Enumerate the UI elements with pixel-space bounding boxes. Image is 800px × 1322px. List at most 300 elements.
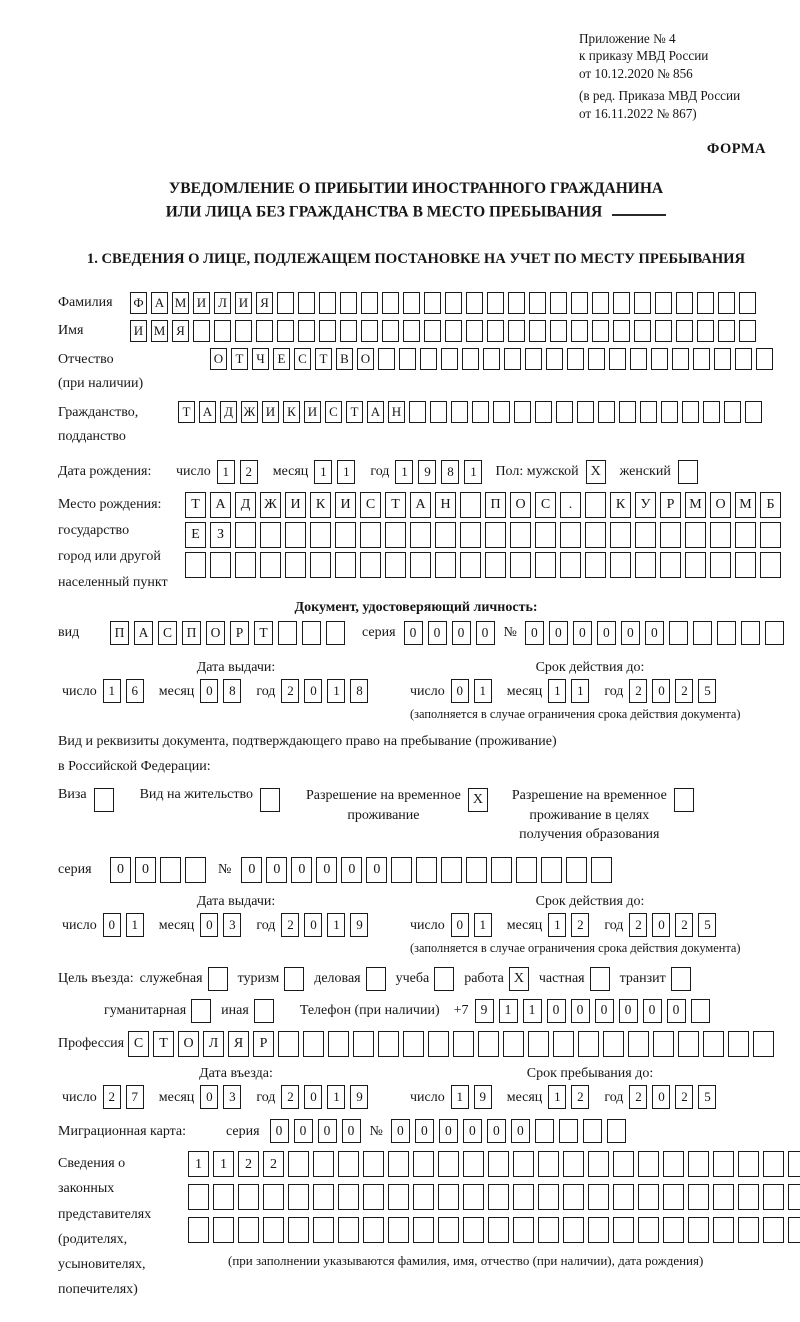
- char-cell: [563, 1151, 584, 1177]
- char-cell: [640, 401, 657, 423]
- char-cell: Ф: [130, 292, 147, 314]
- year-cell: 1: [464, 460, 482, 484]
- month-cell: 1: [337, 460, 355, 484]
- char-cell: [193, 320, 210, 342]
- char-cell: [466, 857, 487, 883]
- char-cell: [550, 320, 567, 342]
- char-cell: Ж: [241, 401, 258, 423]
- char-cell: 0: [667, 999, 686, 1023]
- char-cell: [728, 1031, 749, 1057]
- phone-cells: [475, 999, 715, 1023]
- given-name-cells: [130, 320, 760, 342]
- char-cell: [556, 401, 573, 423]
- char-cell: [603, 1031, 624, 1057]
- char-cell: Т: [385, 492, 406, 518]
- char-cell: [693, 621, 712, 645]
- char-cell: [413, 1151, 434, 1177]
- char-cell: [613, 320, 630, 342]
- char-cell: И: [130, 320, 147, 342]
- char-cell: [487, 320, 504, 342]
- char-cell: 0: [294, 1119, 313, 1143]
- char-cell: А: [199, 401, 216, 423]
- day-cell: 6: [126, 679, 144, 703]
- char-cell: [735, 522, 756, 548]
- representatives-row: [58, 1151, 774, 1302]
- sex-male-label: Пол: мужской: [495, 464, 579, 480]
- char-cell: 0: [619, 999, 638, 1023]
- option-label: гуманитарная: [104, 1003, 187, 1018]
- char-cell: 1: [188, 1151, 209, 1177]
- char-cell: 0: [342, 1119, 361, 1143]
- year-label: год: [604, 917, 624, 933]
- char-cell: 0: [404, 621, 423, 645]
- char-cell: 0: [391, 1119, 410, 1143]
- char-cell: [760, 522, 781, 548]
- temp-residence-checkbox: X: [468, 788, 488, 812]
- char-cell: 1: [523, 999, 542, 1023]
- char-cell: 0: [597, 621, 616, 645]
- char-cell: [409, 401, 426, 423]
- char-cell: [688, 1184, 709, 1210]
- mig-series-label: серия: [226, 1123, 260, 1139]
- char-cell: [185, 552, 206, 578]
- year-label: год: [604, 683, 624, 699]
- char-cell: А: [134, 621, 153, 645]
- identity-doc-row: [58, 621, 774, 645]
- year-cell: 1: [327, 913, 345, 937]
- option-label: служебная: [139, 971, 203, 986]
- char-cell: [363, 1184, 384, 1210]
- char-cell: [638, 1217, 659, 1243]
- representatives-cells-row3: [188, 1217, 800, 1243]
- char-cell: [763, 1217, 784, 1243]
- char-cell: [588, 1217, 609, 1243]
- char-cell: [788, 1184, 800, 1210]
- profession-label: Профессия: [58, 1036, 125, 1051]
- char-cell: [340, 292, 357, 314]
- appendix-block: [579, 30, 774, 122]
- year-cell: 5: [698, 913, 716, 937]
- char-cell: [553, 1031, 574, 1057]
- char-cell: [560, 552, 581, 578]
- char-cell: [388, 1151, 409, 1177]
- char-cell: О: [357, 348, 374, 370]
- month-cell: 0: [200, 679, 218, 703]
- char-cell: 0: [595, 999, 614, 1023]
- char-cell: [663, 1217, 684, 1243]
- option-checkbox: [254, 999, 274, 1023]
- char-cell: [435, 552, 456, 578]
- char-cell: И: [304, 401, 321, 423]
- option-checkbox: [191, 999, 211, 1023]
- mig-series-cells: [270, 1119, 366, 1143]
- year-cell: 0: [652, 1085, 670, 1109]
- char-cell: [538, 1151, 559, 1177]
- appendix-line: от 10.12.2020 № 856: [579, 65, 693, 81]
- day-cell: 0: [103, 913, 121, 937]
- char-cell: [460, 522, 481, 548]
- char-cell: [483, 348, 500, 370]
- char-cell: [438, 1184, 459, 1210]
- day-label: число: [62, 1089, 97, 1105]
- month-label: месяц: [272, 464, 309, 480]
- month-cell: 2: [571, 1085, 589, 1109]
- valid-until-note: (заполняется в случае ограничения срока действия документа): [410, 707, 741, 722]
- char-cell: 0: [135, 857, 156, 883]
- option-label: иная: [221, 1003, 249, 1018]
- purpose-label: Цель въезда:: [58, 971, 134, 986]
- char-cell: [529, 292, 546, 314]
- char-cell: [628, 1031, 649, 1057]
- char-cell: [619, 401, 636, 423]
- char-cell: М: [735, 492, 756, 518]
- char-cell: 9: [475, 999, 494, 1023]
- char-cell: 0: [291, 857, 312, 883]
- char-cell: К: [283, 401, 300, 423]
- char-cell: [441, 857, 462, 883]
- residence-permit-option: [140, 786, 280, 812]
- char-cell: А: [151, 292, 168, 314]
- char-cell: [319, 320, 336, 342]
- year-cell: 8: [441, 460, 459, 484]
- char-cell: [445, 292, 462, 314]
- char-cell: [541, 857, 562, 883]
- permit-issue-date-heading: Дата выдачи:: [196, 893, 276, 909]
- doc-issue-date-heading: Дата выдачи:: [196, 659, 276, 675]
- permit-series-label: серия: [58, 862, 92, 877]
- char-cell: [478, 1031, 499, 1057]
- residence-permit-checkbox: [260, 788, 280, 812]
- citizenship-label: Гражданство, подданство: [58, 404, 139, 445]
- char-cell: [663, 1151, 684, 1177]
- char-cell: [503, 1031, 524, 1057]
- phone-prefix: +7: [453, 1003, 469, 1018]
- char-cell: [634, 320, 651, 342]
- char-cell: [634, 292, 651, 314]
- char-cell: С: [535, 492, 556, 518]
- char-cell: 0: [476, 621, 495, 645]
- char-cell: [678, 1031, 699, 1057]
- char-cell: [588, 348, 605, 370]
- char-cell: А: [367, 401, 384, 423]
- char-cell: [745, 401, 762, 423]
- char-cell: [638, 1151, 659, 1177]
- char-cell: [513, 1217, 534, 1243]
- mig-number-cells: [391, 1119, 631, 1143]
- char-cell: М: [151, 320, 168, 342]
- char-cell: [453, 1031, 474, 1057]
- doc-series-cells: [404, 621, 500, 645]
- patronymic-label: Отчество (при наличии): [58, 351, 144, 392]
- year-cell: 2: [281, 1085, 299, 1109]
- char-cell: [278, 621, 297, 645]
- char-cell: [513, 1184, 534, 1210]
- char-cell: [592, 320, 609, 342]
- month-label: месяц: [158, 917, 195, 933]
- day-label: число: [410, 683, 445, 699]
- option-label: туризм: [237, 971, 280, 986]
- char-cell: А: [410, 492, 431, 518]
- char-cell: [538, 1217, 559, 1243]
- option-checkbox: [284, 967, 304, 991]
- char-cell: [391, 857, 412, 883]
- char-cell: [488, 1151, 509, 1177]
- identity-doc-heading: Документ, удостоверяющий личность:: [294, 600, 538, 616]
- year-label: год: [604, 1089, 624, 1105]
- char-cell: [313, 1151, 334, 1177]
- permit-series-cells: [110, 857, 210, 883]
- char-cell: [739, 292, 756, 314]
- citizenship-row: [58, 401, 774, 450]
- char-cell: [298, 320, 315, 342]
- char-cell: Л: [214, 292, 231, 314]
- char-cell: [693, 348, 710, 370]
- profession-cells: [128, 1031, 778, 1057]
- char-cell: [326, 621, 345, 645]
- char-cell: [588, 1184, 609, 1210]
- char-cell: [714, 348, 731, 370]
- year-cell: 9: [350, 913, 368, 937]
- char-cell: [763, 1151, 784, 1177]
- year-cell: 1: [327, 1085, 345, 1109]
- char-cell: 0: [428, 621, 447, 645]
- char-cell: Т: [231, 348, 248, 370]
- char-cell: [609, 348, 626, 370]
- char-cell: 0: [571, 999, 590, 1023]
- char-cell: [788, 1151, 800, 1177]
- char-cell: [463, 1151, 484, 1177]
- char-cell: 0: [487, 1119, 506, 1143]
- permit-valid-until-cells: [410, 913, 770, 937]
- birth-place-row: [58, 492, 774, 596]
- day-label: число: [410, 917, 445, 933]
- char-cell: [676, 292, 693, 314]
- mig-number-label: №: [369, 1123, 383, 1139]
- char-cell: [424, 320, 441, 342]
- char-cell: [578, 1031, 599, 1057]
- char-cell: [238, 1184, 259, 1210]
- sex-male-checkbox: X: [586, 460, 606, 484]
- char-cell: [188, 1184, 209, 1210]
- char-cell: [340, 320, 357, 342]
- char-cell: Т: [254, 621, 273, 645]
- char-cell: [535, 1119, 554, 1143]
- char-cell: [559, 1119, 578, 1143]
- char-cell: [388, 1184, 409, 1210]
- migration-card-row: [58, 1119, 774, 1143]
- char-cell: Е: [273, 348, 290, 370]
- year-cell: 2: [675, 913, 693, 937]
- doc-valid-until-cells: [410, 679, 770, 703]
- representatives-cells-row2: [188, 1184, 800, 1210]
- birth-date-label: Дата рождения:: [58, 464, 152, 480]
- char-cell: [263, 1217, 284, 1243]
- appendix-line: Приложение № 4: [579, 31, 676, 46]
- surname-cells: [130, 292, 760, 314]
- char-cell: [403, 320, 420, 342]
- char-cell: [653, 1031, 674, 1057]
- doc-type-label: вид: [58, 625, 80, 641]
- char-cell: [756, 348, 773, 370]
- char-cell: И: [235, 292, 252, 314]
- char-cell: [508, 292, 525, 314]
- day-cell: 1: [126, 913, 144, 937]
- char-cell: В: [336, 348, 353, 370]
- char-cell: [739, 320, 756, 342]
- char-cell: [630, 348, 647, 370]
- edition-line: (в ред. Приказа МВД России: [579, 88, 741, 104]
- char-cell: [416, 857, 437, 883]
- year-label: год: [370, 464, 390, 480]
- char-cell: [760, 552, 781, 578]
- char-cell: Я: [256, 292, 273, 314]
- char-cell: [566, 857, 587, 883]
- day-cell: 1: [217, 460, 235, 484]
- char-cell: [529, 320, 546, 342]
- char-cell: [546, 348, 563, 370]
- char-cell: [313, 1217, 334, 1243]
- char-cell: [485, 552, 506, 578]
- char-cell: [563, 1217, 584, 1243]
- char-cell: [510, 552, 531, 578]
- char-cell: [403, 1031, 424, 1057]
- migration-card-label: Миграционная карта:: [58, 1123, 187, 1139]
- char-cell: [738, 1217, 759, 1243]
- char-cell: [753, 1031, 774, 1057]
- char-cell: [338, 1217, 359, 1243]
- sex-female-label: женский: [619, 464, 671, 480]
- char-cell: 0: [341, 857, 362, 883]
- char-cell: 0: [549, 621, 568, 645]
- char-cell: К: [310, 492, 331, 518]
- char-cell: И: [285, 492, 306, 518]
- birth-place-cells-row1: [185, 492, 785, 518]
- char-cell: [571, 320, 588, 342]
- char-cell: С: [158, 621, 177, 645]
- char-cell: Е: [185, 522, 206, 548]
- year-cell: 2: [281, 913, 299, 937]
- year-label: год: [256, 1089, 276, 1105]
- phone-label: Телефон (при наличии): [299, 1003, 440, 1018]
- char-cell: [560, 522, 581, 548]
- char-cell: И: [262, 401, 279, 423]
- birth-date-cells: [176, 460, 487, 484]
- doc-number-label: №: [503, 625, 517, 641]
- char-cell: [661, 401, 678, 423]
- entry-date-heading: Дата въезда:: [199, 1065, 273, 1081]
- char-cell: 0: [511, 1119, 530, 1143]
- char-cell: [302, 621, 321, 645]
- char-cell: [651, 348, 668, 370]
- char-cell: [463, 1217, 484, 1243]
- char-cell: [263, 1184, 284, 1210]
- char-cell: [382, 292, 399, 314]
- month-label: месяц: [506, 917, 543, 933]
- char-cell: [213, 1184, 234, 1210]
- char-cell: [571, 292, 588, 314]
- year-cell: 1: [327, 679, 345, 703]
- char-cell: [592, 292, 609, 314]
- char-cell: Д: [235, 492, 256, 518]
- doc-number-cells: [525, 621, 789, 645]
- char-cell: М: [172, 292, 189, 314]
- char-cell: [672, 348, 689, 370]
- char-cell: [710, 552, 731, 578]
- char-cell: 0: [645, 621, 664, 645]
- char-cell: [235, 552, 256, 578]
- char-cell: [410, 522, 431, 548]
- day-cell: 2: [240, 460, 258, 484]
- year-cell: 0: [304, 1085, 322, 1109]
- char-cell: [585, 492, 606, 518]
- char-cell: [583, 1119, 602, 1143]
- char-cell: [413, 1184, 434, 1210]
- char-cell: [613, 1184, 634, 1210]
- year-cell: 1: [395, 460, 413, 484]
- given-name-row: [58, 320, 774, 342]
- stay-until-cells: [410, 1085, 770, 1109]
- option-checkbox: [366, 967, 386, 991]
- option-checkbox: X: [509, 967, 529, 991]
- char-cell: [660, 522, 681, 548]
- doc-valid-until-heading: Срок действия до:: [535, 659, 645, 675]
- representatives-cells-row1: [188, 1151, 800, 1177]
- year-cell: 2: [675, 1085, 693, 1109]
- residence-doc-line1: Вид и реквизиты документа, подтверждающего право на пребывание (проживание): [58, 733, 557, 749]
- char-cell: Л: [203, 1031, 224, 1057]
- char-cell: [491, 857, 512, 883]
- char-cell: [487, 292, 504, 314]
- char-cell: 0: [110, 857, 131, 883]
- stay-until-heading: Срок пребывания до:: [526, 1065, 654, 1081]
- char-cell: [577, 401, 594, 423]
- char-cell: С: [360, 492, 381, 518]
- month-label: месяц: [158, 1089, 195, 1105]
- char-cell: [388, 1217, 409, 1243]
- char-cell: [466, 320, 483, 342]
- char-cell: [363, 1151, 384, 1177]
- char-cell: [488, 1217, 509, 1243]
- representatives-note: (при заполнении указываются фамилия, имя, отчество (при наличии), дата рождения): [228, 1253, 704, 1269]
- day-label: число: [410, 1089, 445, 1105]
- char-cell: [610, 522, 631, 548]
- year-cell: 5: [698, 1085, 716, 1109]
- char-cell: Т: [346, 401, 363, 423]
- char-cell: [607, 1119, 626, 1143]
- char-cell: К: [610, 492, 631, 518]
- day-cell: 9: [474, 1085, 492, 1109]
- char-cell: 2: [263, 1151, 284, 1177]
- temp-residence-edu-checkbox: [674, 788, 694, 812]
- year-cell: 0: [304, 679, 322, 703]
- char-cell: А: [210, 492, 231, 518]
- char-cell: [160, 857, 181, 883]
- char-cell: [685, 522, 706, 548]
- char-cell: [438, 1151, 459, 1177]
- char-cell: [335, 522, 356, 548]
- char-cell: [703, 401, 720, 423]
- permit-number-cells: [241, 857, 616, 883]
- day-cell: 1: [451, 1085, 469, 1109]
- char-cell: [528, 1031, 549, 1057]
- day-cell: 0: [451, 913, 469, 937]
- char-cell: [328, 1031, 349, 1057]
- month-label: месяц: [506, 683, 543, 699]
- char-cell: [703, 1031, 724, 1057]
- char-cell: [410, 552, 431, 578]
- citizenship-cells: [178, 401, 766, 423]
- option-label: частная: [538, 971, 585, 986]
